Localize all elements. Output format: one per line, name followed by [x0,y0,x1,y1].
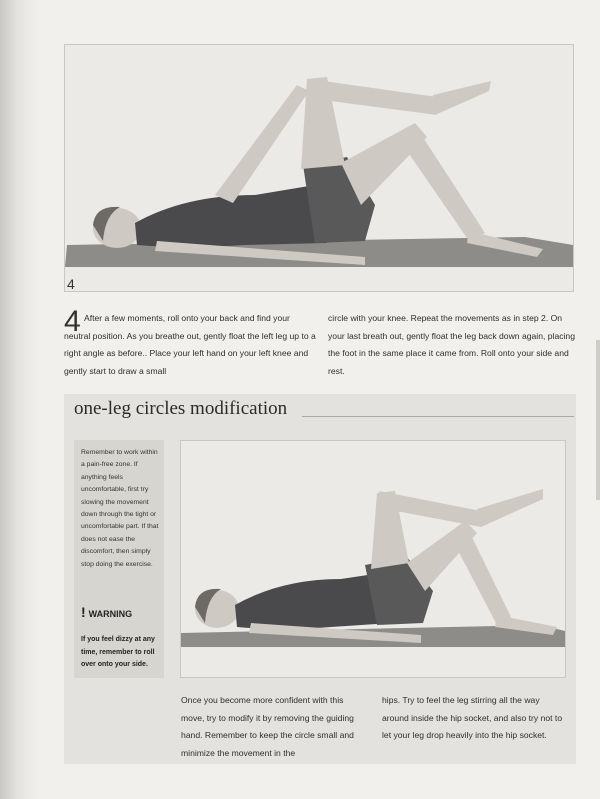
step-number: 4 [67,276,75,292]
step-text-column-1: After a few moments, roll onto your back and find your neutral position. As you breathe out, gently float the left leg up to a right angle as before.. Place your left hand on your left knee and gently start to draw a small [64,313,316,376]
exercise-photo-modification [180,440,566,678]
modification-title: one-leg circles modification [74,398,288,419]
warning-text: If you feel dizzy at any time, remember to roll over onto your side. [81,636,155,668]
step-text-column-2: circle with your knee. Repeat the movements as in step 2. On your last breath out, gently float the leg back down again, placing the foot in the same place it came from. Roll onto your side and rest. [328,313,575,376]
page-gutter-shadow [0,0,38,799]
modification-figure-illustration [181,441,565,677]
step-drop-cap: 4 [64,305,81,338]
exercise-photo-step4 [64,44,574,292]
page-edge-mark [596,340,600,500]
warning-heading [81,604,132,620]
exercise-figure-illustration [65,45,573,291]
modification-text-column-2: hips. Try to feel the leg stirring all the way around inside the hip socket, and also try not to let your leg drop heavily into the hip socket. [382,695,563,740]
exclamation-icon: ! [81,604,86,620]
sidebar-note: Remember to work within a pain-free zone. If anything feels uncomfortable, first try slowing the movement down through the tight or uncomfortable part. If that does not ease the discomfort, then simply stop doing the exercise. [81,449,159,568]
warning-label: WARNING [88,609,133,619]
modification-text-column-1: Once you become more confident with this move, try to modify it by removing the guiding hand. Remember to keep the circle small and minimize the movement in the [181,695,354,758]
title-rule [302,416,574,417]
